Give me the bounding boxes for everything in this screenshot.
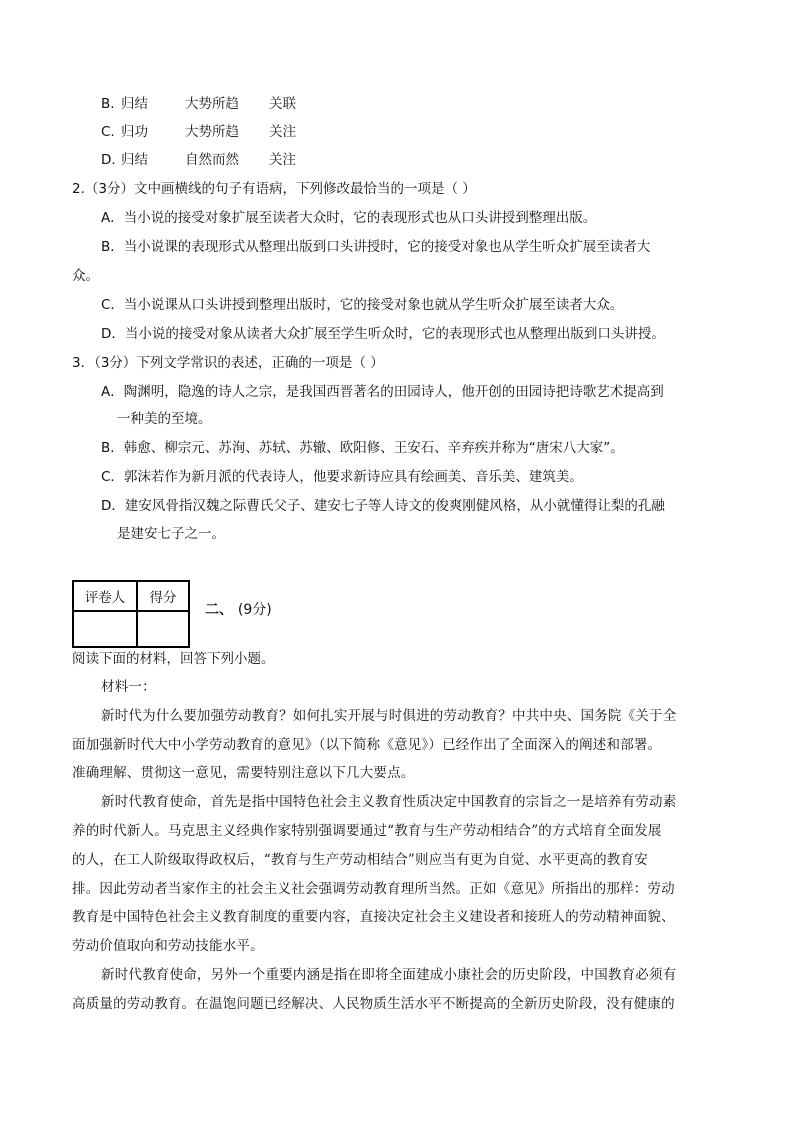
reading-intro: 阅读下面的材料，回答下列小题。	[72, 651, 275, 667]
option-word-2: 大势所趋	[185, 96, 239, 112]
paragraph-line: 排。因此劳动者当家作主的社会主义社会强调劳动教育理所当然。正如《意见》所指出的那样：劳动	[72, 881, 675, 897]
score-table	[72, 580, 190, 648]
option-word-1: 归功	[121, 124, 148, 140]
option-letter: B.	[101, 96, 115, 112]
option-word-2: 大势所趋	[185, 124, 239, 140]
option-word-2: 自然而然	[185, 152, 239, 168]
score-table-header-score: 得分	[137, 581, 189, 611]
q2-option-b-line2: 众。	[72, 268, 99, 284]
option-word-3: 关联	[269, 96, 296, 112]
grader-cell	[73, 611, 137, 647]
q3-option-d-line1: D．建安风骨指汉魏之际曹氏父子、建安七子等人诗文的俊爽刚健风格，从小就懂得让梨的孔融	[101, 498, 665, 514]
q3-option-b: B．韩愈、柳宗元、苏洵、苏轼、苏辙、欧阳修、王安石、辛弃疾并称为“唐宋八大家”。	[101, 440, 624, 456]
q3-stem: 3．（3分）下列文学常识的表述，正确的一项是（ ）	[72, 355, 384, 371]
section-points: (9分)	[237, 602, 272, 618]
option-word-3: 关注	[269, 124, 296, 140]
q2-option-b-line1: B．当小说课的表现形式从整理出版到口头讲授时，它的接受对象也从学生听众扩展至读者大	[101, 239, 651, 255]
paragraph-line: 新时代教育使命，首先是指中国特色社会主义教育性质决定中国教育的宗旨之一是培养有劳动素	[101, 794, 677, 810]
section-title	[205, 599, 272, 619]
option-letter: C.	[101, 124, 115, 140]
option-word-1: 归结	[121, 152, 148, 168]
q2-option-c: C．当小说课从口头讲授到整理出版时，它的接受对象也就从学生听众扩展至读者大众。	[101, 297, 624, 313]
paragraph-line: 新时代为什么要加强劳动教育？如何扎实开展与时俱进的劳动教育？中共中央、国务院《关于全	[101, 708, 677, 724]
paragraph-line: 高质量的劳动教育。在温饱问题已经解决、人民物质生活水平不断提高的全新历史阶段，没有健康的	[72, 996, 675, 1012]
paragraph-line: 准确理解、贯彻这一意见，需要特别注意以下几大要点。	[72, 765, 415, 781]
option-word-3: 关注	[269, 152, 296, 168]
section-number: 二、	[205, 602, 233, 618]
paragraph-line: 的人，在工人阶级取得政权后，“教育与生产劳动相结合”则应当有更为自觉、水平更高的教育安	[72, 852, 648, 868]
q3-option-c: C．郭沫若作为新月派的代表诗人，他要求新诗应具有绘画美、音乐美、建筑美。	[101, 469, 583, 485]
q3-option-a-line2: 一种美的至境。	[117, 411, 212, 427]
q1-option-b	[101, 94, 296, 114]
q2-option-d: D．当小说的接受对象从读者大众扩展至学生听众时，它的表现形式也从整理出版到口头讲授。	[101, 326, 665, 342]
option-letter: D.	[101, 152, 116, 168]
q1-option-c	[101, 122, 296, 142]
option-word-1: 归结	[121, 96, 148, 112]
q2-stem: 2.（3分）文中画横线的句子有语病，下列修改最恰当的一项是（ ）	[72, 181, 476, 197]
q2-option-a: A．当小说的接受对象扩展至读者大众时，它的表现形式也从口头讲授到整理出版。	[101, 210, 597, 226]
paragraph-line: 劳动价值取向和劳动技能水平。	[72, 938, 264, 954]
paragraph-line: 养的时代新人。马克思主义经典作家特别强调要通过“教育与生产劳动相结合”的方式培育全面发展	[72, 823, 662, 839]
q1-option-d	[101, 150, 296, 170]
q3-option-d-line2: 是建安七子之一。	[117, 526, 225, 542]
q3-option-a-line1: A．陶渊明，隐逸的诗人之宗，是我国西晋著名的田园诗人，他开创的田园诗把诗歌艺术提高到	[101, 384, 664, 400]
material-label: 材料一：	[101, 679, 156, 695]
paragraph-line: 教育是中国特色社会主义教育制度的重要内容，直接决定社会主义建设者和接班人的劳动精神面貌、	[72, 909, 675, 925]
paragraph-line: 新时代教育使命，另外一个重要内涵是指在即将全面建成小康社会的历史阶段，中国教育必须有	[101, 967, 677, 983]
paragraph-line: 面加强新时代大中小学劳动教育的意见》（以下简称《意见》）已经作出了全面深入的阐述和部署。	[72, 737, 662, 753]
score-cell	[137, 611, 189, 647]
score-table-header-grader: 评卷人	[73, 581, 137, 611]
